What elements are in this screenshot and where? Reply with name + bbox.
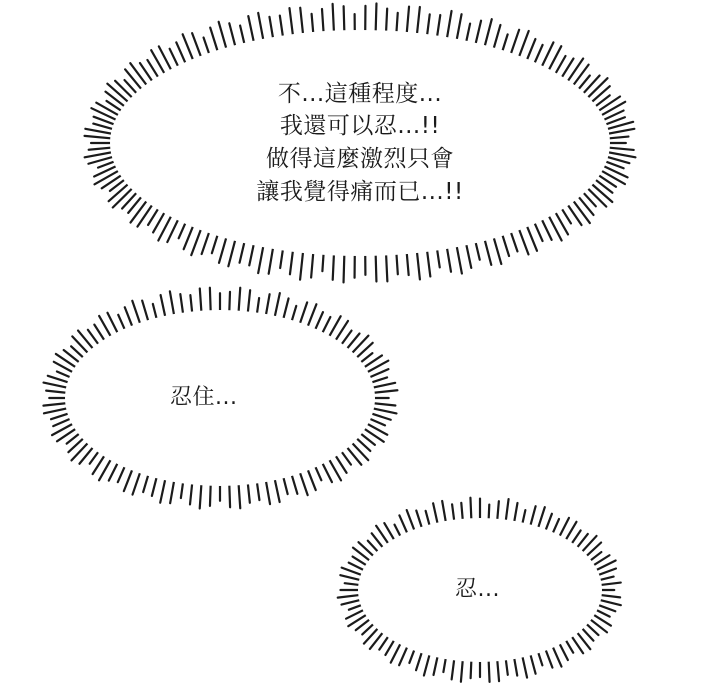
spiky-bubble-outline-3 — [330, 500, 630, 680]
speech-bubble-3 — [330, 500, 630, 680]
speech-bubble-1 — [70, 8, 650, 278]
spiky-bubble-outline-2 — [30, 288, 410, 508]
speech-bubble-2 — [30, 288, 410, 508]
speech-bubble-1-text: 不...這種程度... 我還可以忍...!! 做得這麼激烈只會 讓我覺得痛而已...!! — [256, 80, 464, 205]
spiky-bubble-outline-1 — [70, 8, 650, 278]
speech-bubble-3-text: 忍... — [455, 577, 500, 603]
speech-bubble-2-text: 忍住... — [170, 385, 238, 411]
